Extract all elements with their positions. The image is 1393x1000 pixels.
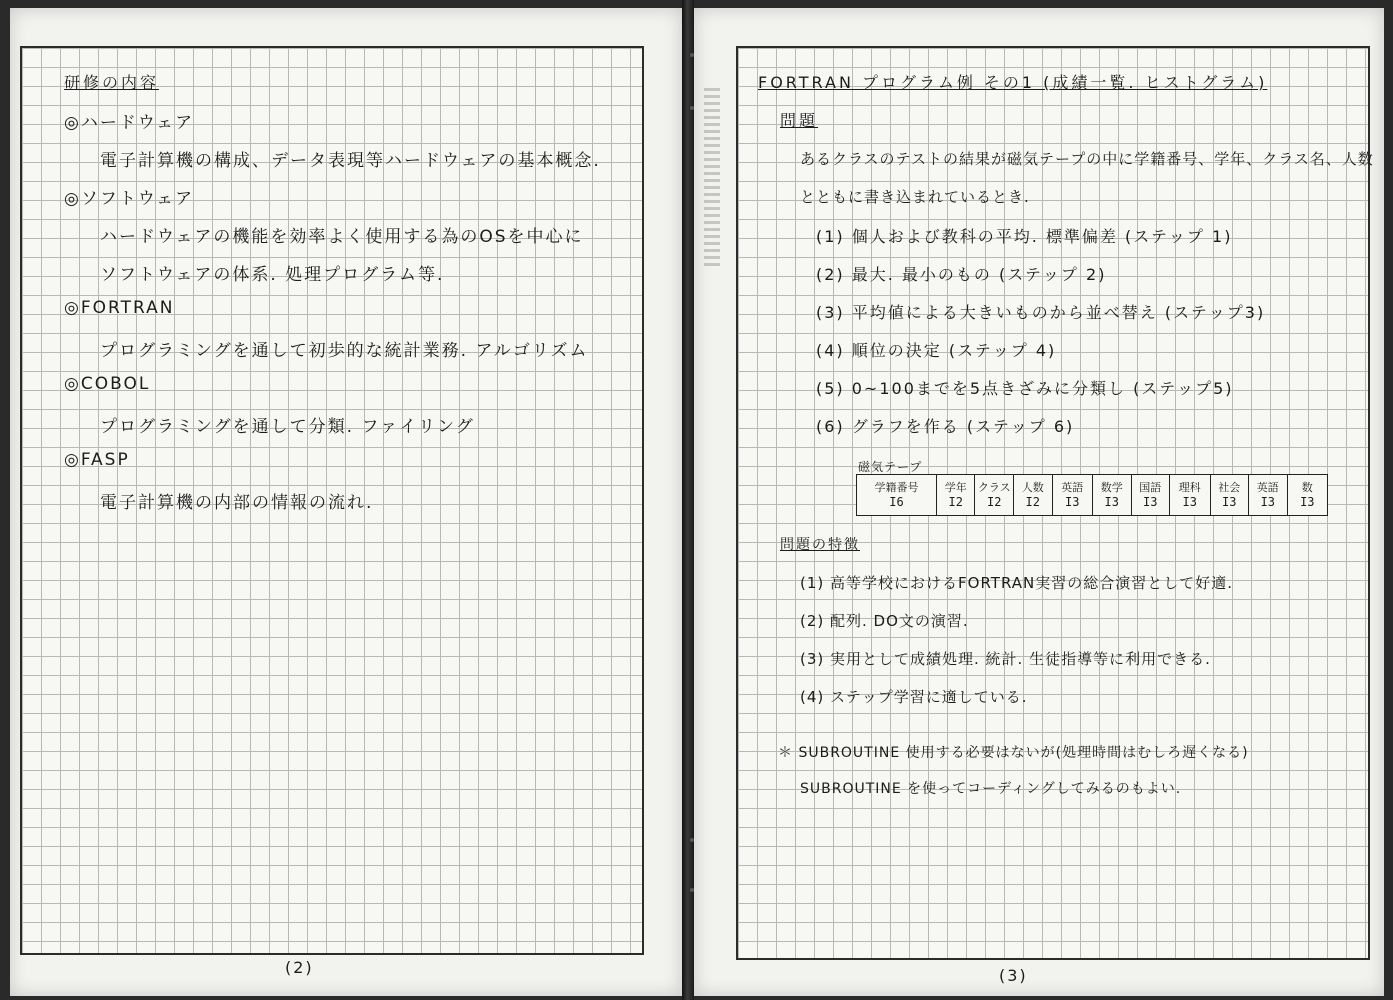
tape-field: クラス I2	[975, 475, 1014, 515]
section-software: ◎ソフトウェア	[64, 189, 195, 209]
note-line-1: ＊ SUBROUTINE 使用する必要はないが(処理時間はむしろ遅くなる)	[778, 745, 1249, 761]
section-fortran: ◎FORTRAN	[64, 298, 175, 318]
section-fasp: ◎FASP	[64, 450, 130, 470]
tape-field: 学籍番号 I6	[857, 475, 937, 515]
right-page	[694, 8, 1384, 996]
tape-field: 理科 I3	[1170, 475, 1210, 515]
right-page-title: FORTRAN プログラム例 その1 (成績一覧. ヒストグラム)	[758, 73, 1268, 92]
software-description-2: ソフトウェアの体系. 処理プログラム等.	[100, 265, 445, 285]
tape-field: 学年 I2	[937, 475, 976, 515]
step-4: (4) 順位の決定 (ステップ 4)	[816, 341, 1057, 360]
cobol-description: プログラミングを通して分類. ファイリング	[100, 417, 475, 437]
left-page	[10, 8, 682, 996]
problem-text-1: あるクラスのテストの結果が磁気テープの中に学籍番号、学年、クラス名、人数	[800, 150, 1374, 168]
binding-hole	[690, 838, 694, 842]
binding-hole	[690, 888, 694, 892]
left-page-number: (2)	[285, 958, 314, 977]
fasp-description: 電子計算機の内部の情報の流れ.	[100, 493, 374, 513]
feature-2: (2) 配列. DO文の演習.	[800, 612, 969, 630]
step-5: (5) 0~100までを5点きざみに分類し (ステップ5)	[816, 379, 1234, 398]
step-1: (1) 個人および教科の平均. 標準偏差 (ステップ 1)	[816, 227, 1233, 246]
tape-field: 数学 I3	[1093, 475, 1132, 515]
section-cobol: ◎COBOL	[64, 374, 151, 394]
margin-stamp	[704, 88, 720, 268]
software-description-1: ハードウェアの機能を効率よく使用する為のOSを中心に	[100, 227, 584, 247]
problem-text-2: とともに書き込まれているとき.	[800, 188, 1030, 206]
step-2: (2) 最大. 最小のもの (ステップ 2)	[816, 265, 1107, 284]
tape-field: 国語 I3	[1132, 475, 1171, 515]
tape-record-layout	[856, 474, 1328, 516]
step-3: (3) 平均値による大きいものから並べ替え (ステップ3)	[816, 303, 1266, 322]
tape-label: 磁気テープ	[858, 460, 923, 474]
left-grid-sheet	[20, 46, 644, 955]
binding-hole	[690, 106, 694, 110]
tape-field: 人数 I2	[1014, 475, 1053, 515]
left-page-title: 研修の内容	[64, 73, 160, 92]
tape-field: 英語 I3	[1053, 475, 1093, 515]
tape-field: 英語 I3	[1249, 475, 1288, 515]
feature-3: (3) 実用として成績処理. 統計. 生徒指導等に利用できる.	[800, 650, 1211, 668]
features-heading: 問題の特徴	[780, 537, 860, 553]
hardware-description: 電子計算機の構成、データ表現等ハードウェアの基本概念.	[100, 151, 601, 171]
note-line-2: SUBROUTINE を使ってコーディングしてみるのもよい.	[800, 781, 1182, 797]
step-6: (6) グラフを作る (ステップ 6)	[816, 417, 1075, 436]
fortran-description: プログラミングを通して初歩的な統計業務. アルゴリズム	[100, 341, 589, 361]
tape-field: 数 I3	[1300, 481, 1315, 509]
right-grid-sheet	[736, 46, 1374, 960]
book-spine	[682, 0, 694, 1000]
feature-1: (1) 高等学校におけるFORTRAN実習の総合演習として好適.	[800, 574, 1234, 592]
binding-hole	[690, 53, 694, 57]
section-hardware: ◎ハードウェア	[64, 113, 195, 133]
right-page-number: (3)	[999, 966, 1028, 985]
problem-heading: 問題	[780, 111, 819, 130]
tape-field: 社会 I3	[1211, 475, 1250, 515]
feature-4: (4) ステップ学習に適している.	[800, 688, 1028, 706]
